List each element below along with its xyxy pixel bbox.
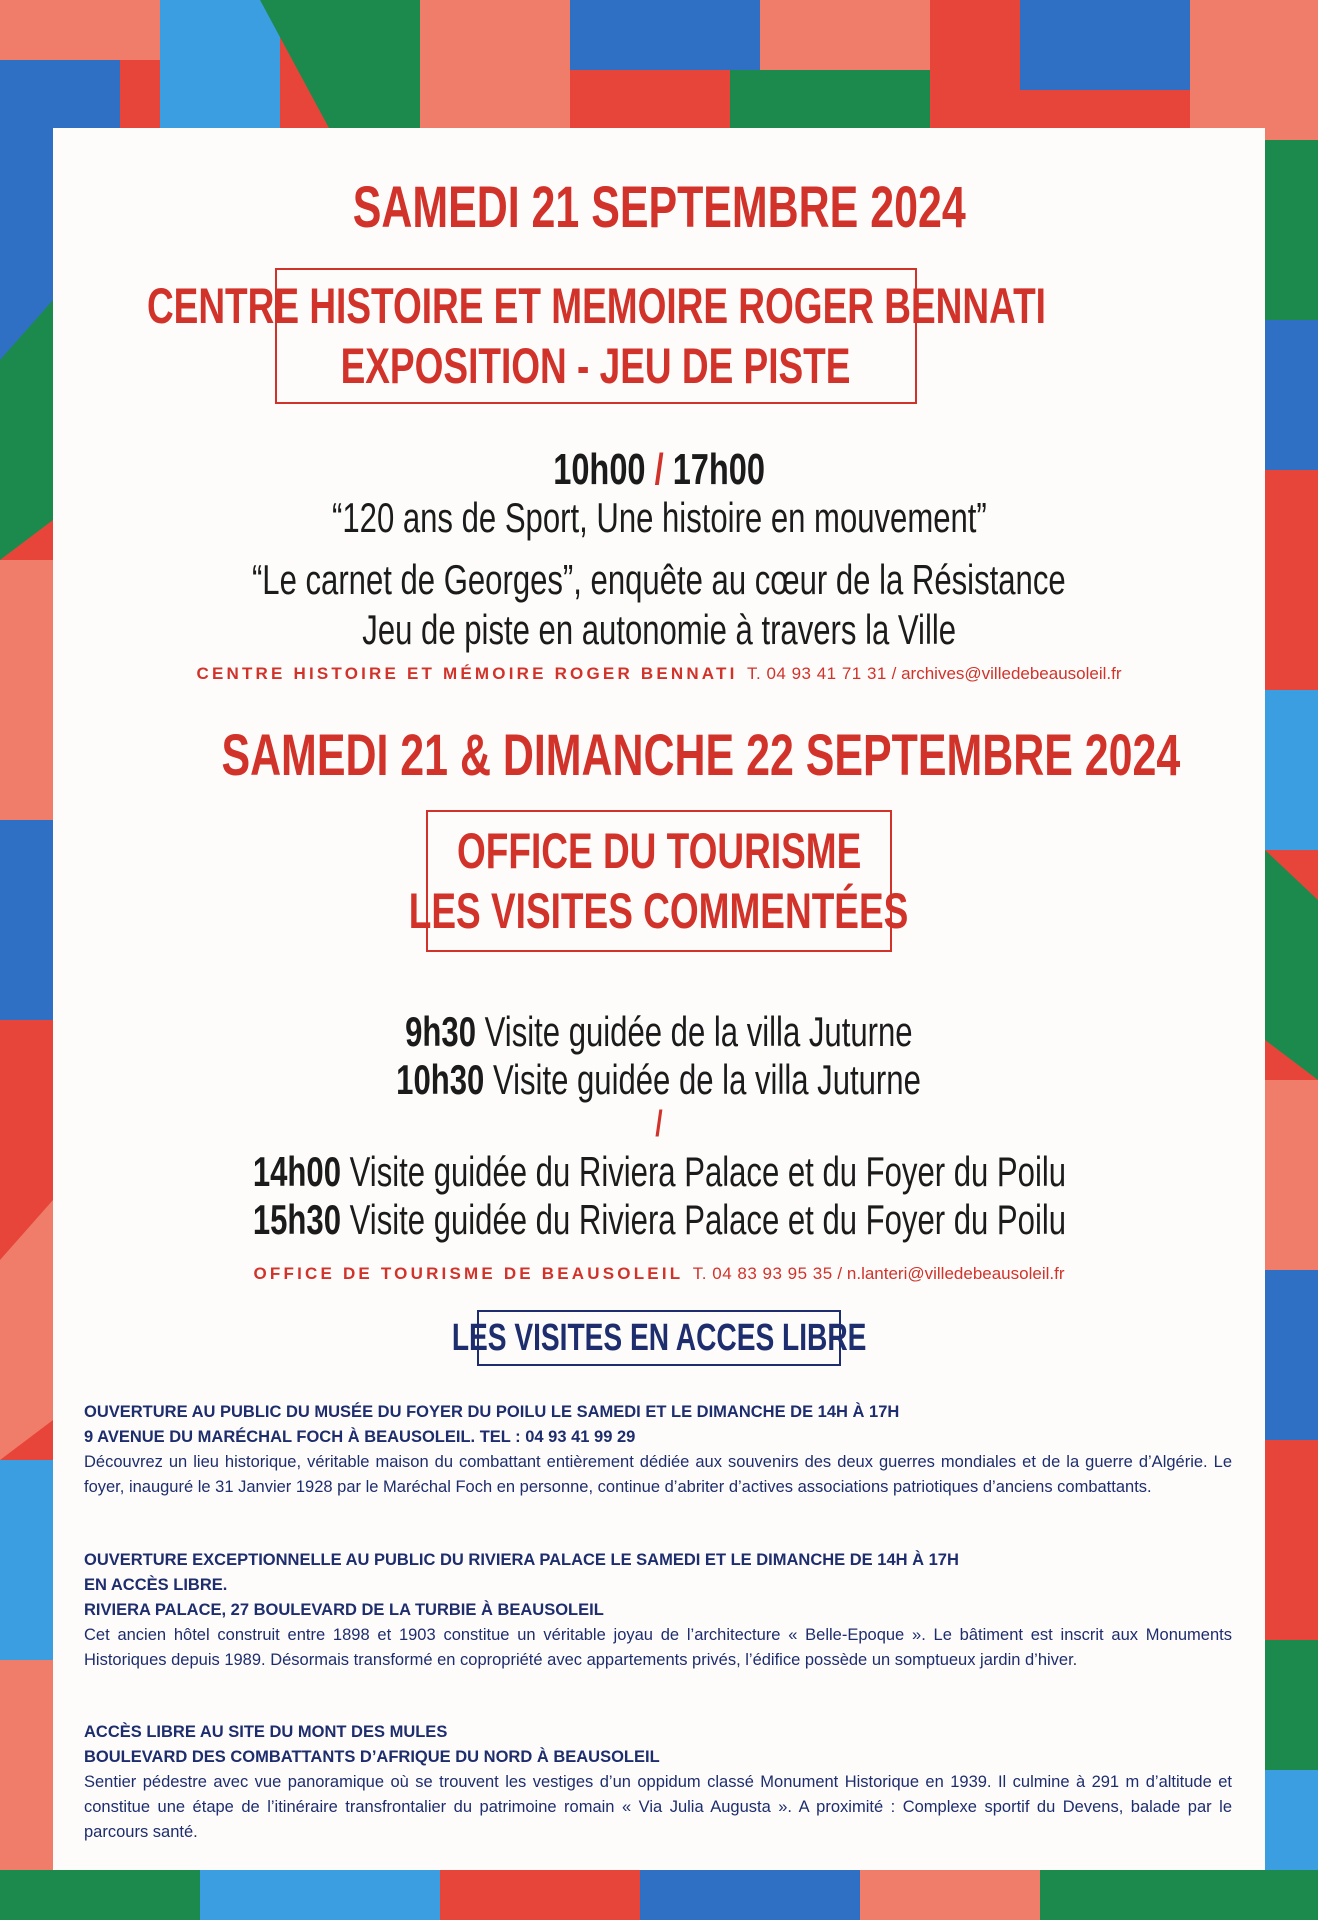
event2-venue-line1: OFFICE DU TOURISME: [456, 823, 862, 879]
item-description: Sentier pédestre avec vue panoramique où se trouvent les vestiges d’un oppidum classé Monument Historique en 1939. Il culmine à 291 m d’altitude et constitue une étape de l’itinéraire transfrontalier du patrimoine romain « Via Julia Augusta ». A proximité : Complexe sportif du Devens, balade par le parcours santé.: [84, 1773, 1232, 1841]
visits-separator: /: [655, 1103, 663, 1144]
event1-contact-email[interactable]: archives@villedebeausoleil.fr: [901, 664, 1122, 683]
event2-venue-line2: LES VISITES COMMENTÉES: [409, 883, 909, 939]
event2-contact-org: OFFICE DE TOURISME DE BEAUSOLEIL: [253, 1264, 684, 1283]
event1-contact-separator: /: [891, 664, 897, 683]
event2-date: SAMEDI 21 & DIMANCHE 22 SEPTEMBRE 2024: [221, 723, 1181, 788]
item-description: Cet ancien hôtel construit entre 1898 et 1903 constitue un véritable joyau de l’architecture « Belle-Epoque ». Le bâtiment est inscrit aux Monuments Historiques depuis 1989. Désormais transformé en copropriété avec appartements privés, l’édifice possède un somptueux jardin d’hiver.: [84, 1626, 1232, 1669]
item-address: RIVIERA PALACE, 27 BOULEVARD DE LA TURBIE À BEAUSOLEIL: [84, 1601, 604, 1619]
event1-time-separator: /: [654, 445, 664, 494]
visit-row: [53, 1008, 1265, 1056]
visit-row: [53, 1056, 1265, 1104]
visit-row: [53, 1196, 1265, 1244]
visit-row: [53, 1148, 1265, 1196]
event1-time-end: 17h00: [672, 445, 765, 494]
visit-label: Visite guidée du Riviera Palace et du Foyer du Poilu: [349, 1196, 1066, 1243]
event1-contact-phone: T. 04 93 41 71 31: [747, 664, 887, 683]
poster-sheet: [53, 128, 1265, 1870]
event2-venue-box: [409, 810, 909, 952]
visit-label: Visite guidée de la villa Juturne: [484, 1008, 913, 1055]
event2-contact-separator: /: [837, 1264, 843, 1283]
event1-game-title: “Le carnet de Georges”, enquête au cœur de la Résistance: [252, 556, 1066, 603]
event1-contact: [53, 663, 1265, 685]
item-heading: ACCÈS LIBRE AU SITE DU MONT DES MULES: [84, 1723, 448, 1741]
item-address: BOULEVARD DES COMBATTANTS D’AFRIQUE DU NORD À BEAUSOLEIL: [84, 1748, 660, 1766]
event1-venue-box: [146, 268, 1046, 404]
event1-game-subtitle: Jeu de piste en autonomie à travers la Ville: [362, 606, 956, 653]
visit-time: 10h30: [396, 1056, 485, 1103]
free-access-title-box: [451, 1310, 867, 1366]
visit-label: Visite guidée du Riviera Palace et du Foyer du Poilu: [349, 1148, 1066, 1195]
free-access-item-foyer: [84, 1400, 1232, 1500]
event2-contact: [53, 1263, 1265, 1285]
item-description: Découvrez un lieu historique, véritable maison du combattant entièrement dédiée aux souvenirs des deux guerres mondiales et de la guerre d’Algérie. Le foyer, inauguré le 31 Janvier 1928 par le Maréchal Foch en personne, continue d’abriter d’actives associations patriotiques d’anciens combattants.: [84, 1453, 1232, 1496]
visit-time: 14h00: [252, 1148, 341, 1195]
event1-contact-org: CENTRE HISTOIRE ET MÉMOIRE ROGER BENNATI: [196, 664, 738, 683]
event2-contact-email[interactable]: n.lanteri@villedebeausoleil.fr: [846, 1264, 1065, 1283]
event1-time: [53, 446, 1265, 494]
visit-time: 9h30: [405, 1008, 477, 1055]
event1-venue-line2: EXPOSITION - JEU DE PISTE: [341, 338, 851, 394]
free-access-title: LES VISITES EN ACCES LIBRE: [451, 1317, 867, 1359]
visit-time: 15h30: [252, 1196, 341, 1243]
free-access-item-riviera: [84, 1548, 1232, 1673]
event1-exhibition-title: “120 ans de Sport, Une histoire en mouvement”: [331, 494, 987, 541]
event1-venue-line1: CENTRE HISTOIRE ET MEMOIRE ROGER BENNATI: [146, 278, 1046, 334]
item-address: 9 AVENUE DU MARÉCHAL FOCH À BEAUSOLEIL. TEL : 04 93 41 99 29: [84, 1428, 636, 1446]
item-heading: OUVERTURE EXCEPTIONNELLE AU PUBLIC DU RIVIERA PALACE LE SAMEDI ET LE DIMANCHE DE 14H À 17H: [84, 1551, 959, 1569]
free-access-item-mont-des-mules: [84, 1720, 1232, 1845]
event1-date: SAMEDI 21 SEPTEMBRE 2024: [352, 175, 966, 240]
event2-contact-phone: T. 04 83 93 95 35: [692, 1264, 833, 1283]
visit-label: Visite guidée de la villa Juturne: [493, 1056, 922, 1103]
item-heading: OUVERTURE AU PUBLIC DU MUSÉE DU FOYER DU POILU LE SAMEDI ET LE DIMANCHE DE 14H À 17H: [84, 1403, 900, 1421]
item-heading-continued: EN ACCÈS LIBRE.: [84, 1576, 228, 1594]
event1-time-start: 10h00: [553, 445, 646, 494]
